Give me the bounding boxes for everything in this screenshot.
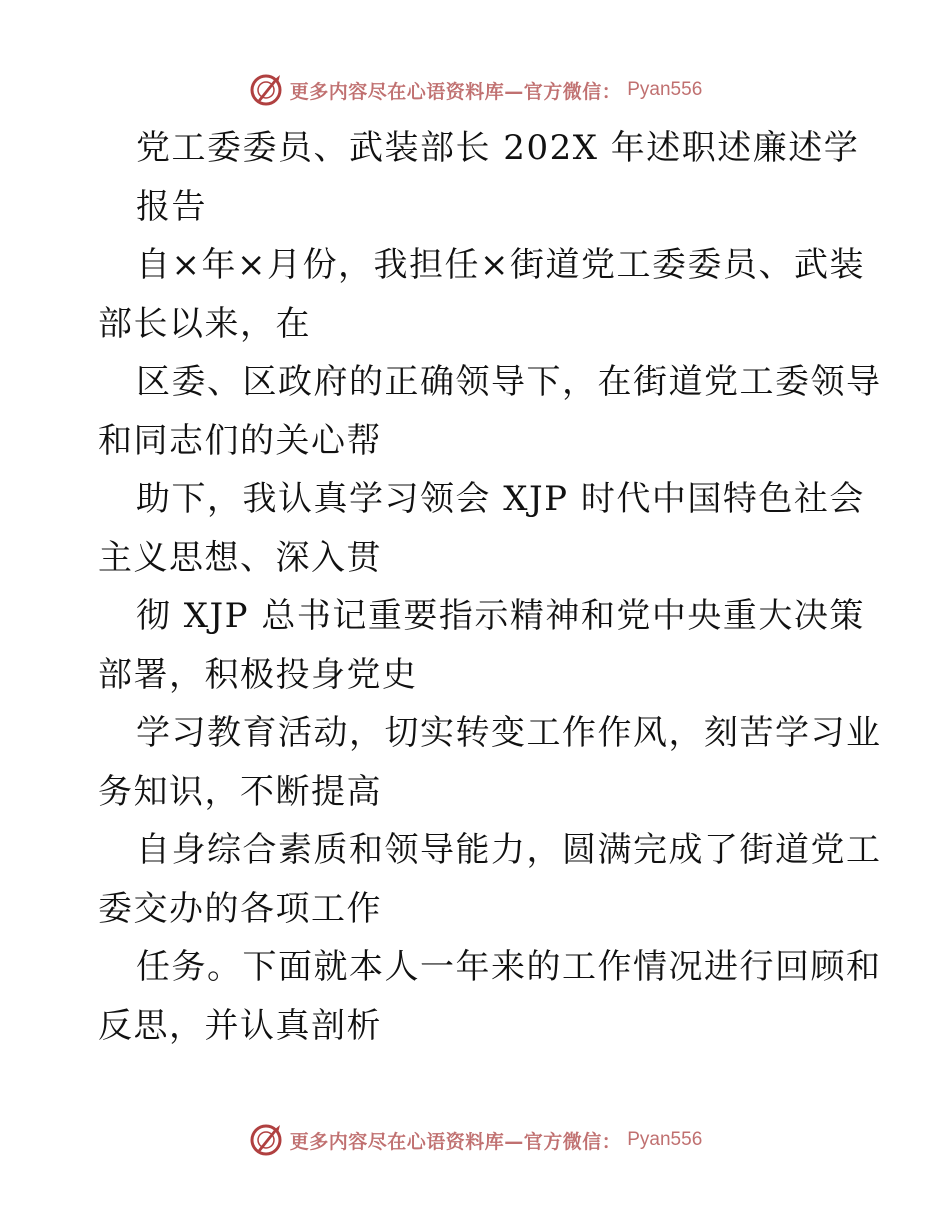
text-line: 任务。下面就本人一年来的工作情况进行回顾和 [136,947,882,987]
text-line: 自×年×月份，我担任×街道党工委委员、武装 [136,245,865,285]
text-line: 党工委委员、武装部长 202X 年述职述廉述学 [136,128,860,168]
text-line: 部署，积极投身党史 [98,654,418,695]
text-line: 主义思想、深入贯 [98,537,382,578]
header-banner [0,70,950,110]
text-line: 反思，并认真剖析 [98,1005,382,1046]
footer-banner-text: 更多内容尽在心语资料库—官方微信： [289,1130,622,1153]
text-line: 区委、区政府的正确领导下，在街道党工委领导 [136,362,882,402]
header-banner-text: 更多内容尽在心语资料库—官方微信： [289,80,622,103]
footer-wechat-id: Pyan556 [627,1129,703,1150]
text-line: 部长以来，在 [98,303,311,344]
text-line: 助下，我认真学习领会 XJP 时代中国特色社会 [136,479,865,519]
header-wechat-id: Pyan556 [627,79,703,100]
text-line: 自身综合素质和领导能力，圆满完成了街道党工 [136,830,882,870]
footer-banner [0,1120,950,1160]
text-line: 学习教育活动，切实转变工作作风，刻苦学习业 [136,713,882,753]
quill-logo-icon [248,72,284,108]
quill-logo-icon [248,1122,284,1158]
text-line: 务知识，不断提高 [98,771,382,812]
document-body [98,119,882,1055]
text-line: 彻 XJP 总书记重要指示精神和党中央重大决策 [136,596,865,636]
text-line: 委交办的各项工作 [98,888,382,929]
text-line: 报告 [136,186,207,227]
text-line: 和同志们的关心帮 [98,420,382,461]
